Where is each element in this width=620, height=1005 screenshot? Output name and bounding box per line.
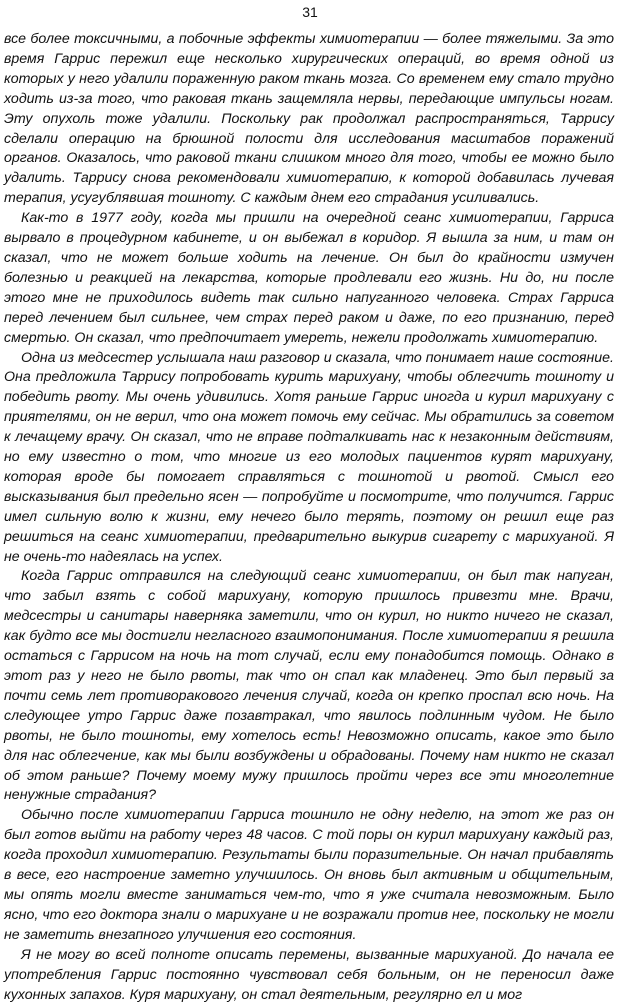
paragraph: Одна из медсестер услышала наш разговор и сказала, что понимает наше состояние. Она предложила Таррису попробовать курить марихуану, чтобы облегчить тошноту и победить рвоту. Мы очень удивились. Хотя раньше Гаррис иногда и курил марихуану с приятелями, он не верил, что она может помочь ему сейчас. Мы обратились за советом к лечащему врачу. Он сказал, что не вправе подталкивать нас к незаконным действиям, но ему известно о том, что многие из его молодых пациентов курят марихуану, которая вроде бы помогает справляться с тошнотой и рвотой. Смысл его высказывания был предельно ясен — попробуйте и посмотрите, что получится. Гаррис имел сильную волю к жизни, ему нечего было терять, поэтому он решил еще раз решиться на сеанс химиотерапии, предварительно выкурив сигарету с марихуаной. Я не очень-то надеялась на успех. <box>4 349 614 565</box>
paragraph: все более токсичными, а побочные эффекты химиотерапии — более тяжелыми. За это время Гаррис пережил еще несколько хирургических операций, во время одной из которых у него удалили пораженную раком ткань мозга. Со временем ему стало трудно ходить из-за того, что раковая ткань защемляла нервы, передающие импульсы ногам. Эту опухоль тоже удалили. Поскольку рак продолжал распространяться, Таррису сделали операцию на брюшной полости для исследования масштабов поражений органов. Оказалось, что раковой ткани слишком много для того, чтобы ее можно было удалить. Таррису снова рекомендовали химиотерапию, к которой добавилась лучевая терапия, усугублявшая тошноту. С каждым днем его страдания усиливались. <box>4 31 614 207</box>
paragraph: Как-то в 1977 году, когда мы пришли на очередной сеанс химиотерапии, Гарриса вырвало в процедурном кабинете, и он выбежал в коридор. Я вышла за ним, и там он сказал, что не может больше ходить на лечение. Он был до крайности измучен болезнью и реакцией на лекарства, которые продлевали его жизнь. Ни до, ни после этого мне не приходилось видеть так сильно напуганного человека. Страх Гарриса перед лечением был сильнее, чем страх перед раком и даже, по его признанию, перед смертью. Он сказал, что предпочитает умереть, нежели продолжать химиотерапию. <box>4 210 614 346</box>
page-number: 31 <box>302 4 318 20</box>
paragraph: Я не могу во всей полноте описать перемены, вызванные марихуаной. До начала ее употребления Гаррис постоянно чувствовал себя больным, он не переносил даже кухонных запахов. Куря марихуану, он стал деятельным, регулярно ел и мог <box>4 946 614 1003</box>
text-body <box>4 30 614 1005</box>
paragraph: Обычно после химиотерапии Гарриса тошнило не одну неделю, на этот же раз он был готов выйти на работу через 48 часов. С той поры он курил марихуану каждый раз, когда проходил химиотерапию. Результаты были поразительные. Он начал прибавлять в весе, его настроение заметно улучшилось. Он вновь был активным и общительным, мы опять могли вместе заниматься чем-то, что я уже считала невозможным. Было ясно, что его доктора знали о марихуане и не возражали против нее, поскольку не могли не заметить внезапного улучшения его состояния. <box>4 807 614 943</box>
paragraph: Когда Гаррис отправился на следующий сеанс химиотерапии, он был так напуган, что забыл взять с собой марихуану, которую пришлось привезти мне. Врачи, медсестры и санитары наверняка заметили, что он курил, но никто ничего не сказал, как будто все мы достигли негласного взаимопонимания. После химиотерапии я решила остаться с Гаррисом на ночь на тот случай, если ему понадобится помощь. Однако в этот раз у него не было рвоты, так что он спал как младенец. Это был первый за почти семь лет противоракового лечения случай, когда он крепко проспал всю ночь. На следующее утро Гаррис даже позавтракал, что явилось подлинным чудом. Не было рвоты, не было тошноты, ему хотелось есть! Невозможно описать, какое это было для нас облегчение, как мы были возбуждены и обрадованы. Почему нам никто не сказал об этом раньше? Почему моему мужу пришлось пройти через все эти многолетние ненужные страдания? <box>4 568 614 804</box>
